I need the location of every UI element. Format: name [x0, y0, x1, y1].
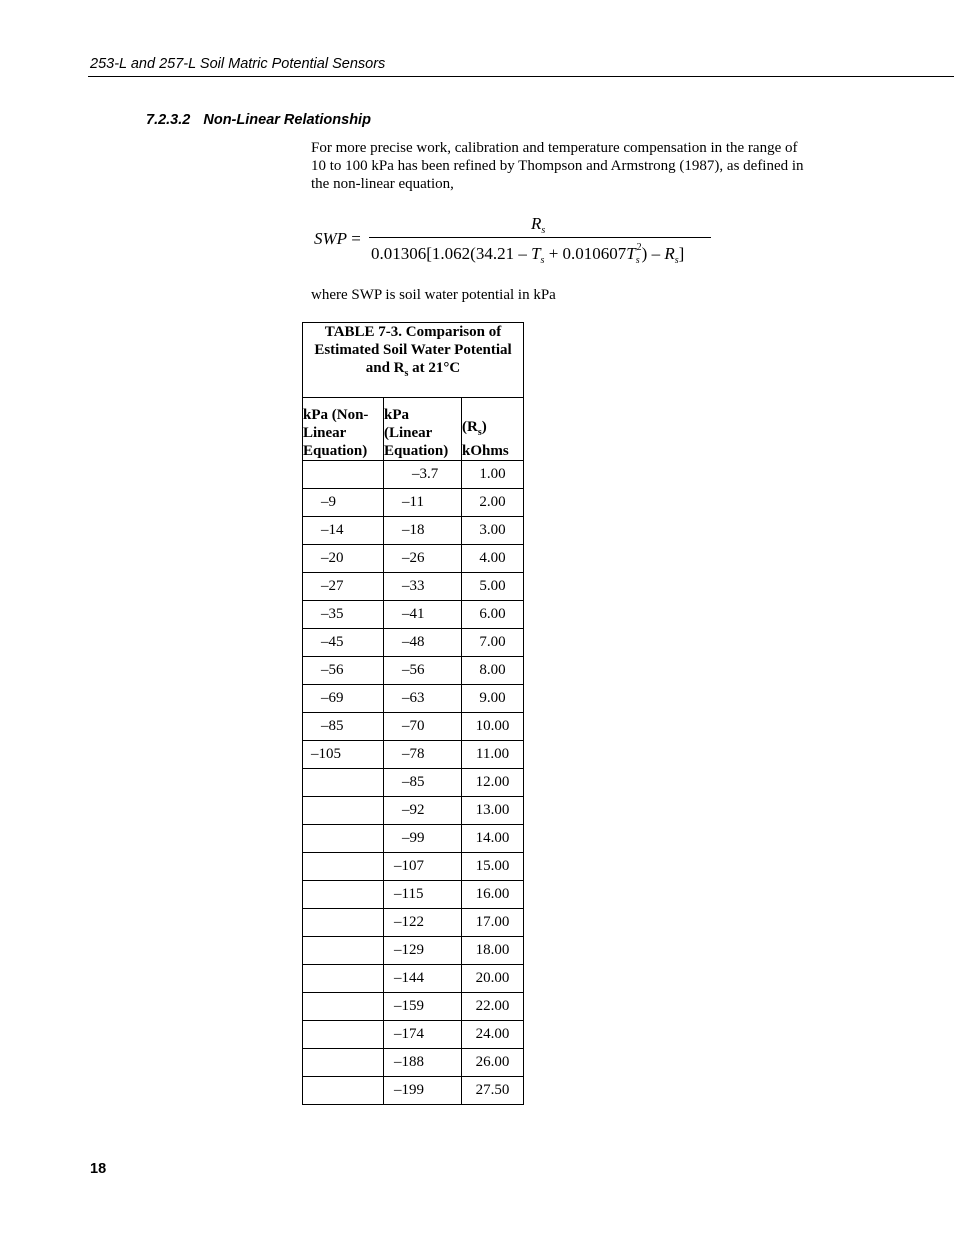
non-linear-equation [311, 212, 721, 272]
table-row [303, 769, 524, 797]
cell-linear-kpa: –48 [384, 629, 462, 657]
table-row [303, 713, 524, 741]
table-row [303, 657, 524, 685]
cell-nonlinear-kpa: –105 [303, 741, 384, 769]
cell-kohms: 7.00 [462, 629, 524, 657]
cell-linear-kpa: –159 [384, 993, 462, 1021]
header-nonlinear-l3: Equation) [303, 443, 368, 459]
cell-kohms: 15.00 [462, 853, 524, 881]
cell-linear-kpa: –99 [384, 825, 462, 853]
numerator-symbol: R [531, 214, 542, 233]
caption-line1: TABLE 7-3. Comparison of [324, 324, 502, 340]
header-nonlinear-l2: Linear [303, 425, 347, 441]
cell-nonlinear-kpa [303, 1049, 384, 1077]
cell-kohms: 2.00 [462, 489, 524, 517]
cell-kohms: 3.00 [462, 517, 524, 545]
cell-linear-kpa: –129 [384, 937, 462, 965]
table-row [303, 741, 524, 769]
cell-kohms: 16.00 [462, 881, 524, 909]
equation-lhs-symbol: SWP [314, 229, 348, 248]
cell-kohms: 6.00 [462, 601, 524, 629]
equation-equals: = [351, 229, 361, 248]
cell-kohms: 22.00 [462, 993, 524, 1021]
header-kohms-l2: kOhms [462, 443, 509, 459]
header-linear [384, 398, 462, 461]
cell-kohms: 11.00 [462, 741, 524, 769]
den-t-subscript: s [540, 255, 545, 266]
den-t2-symbol: T [626, 244, 636, 263]
cell-nonlinear-kpa [303, 769, 384, 797]
cell-linear-kpa: –41 [384, 601, 462, 629]
cell-kohms: 4.00 [462, 545, 524, 573]
cell-linear-kpa: –18 [384, 517, 462, 545]
header-kohms [462, 398, 524, 461]
fraction-bar [369, 237, 711, 238]
cell-nonlinear-kpa [303, 825, 384, 853]
cell-nonlinear-kpa [303, 1077, 384, 1105]
equation-lhs [314, 229, 361, 249]
table-row [303, 993, 524, 1021]
where-text: where SWP is soil water potential in kPa [311, 287, 556, 303]
caption-line3a: and R [365, 360, 405, 376]
cell-nonlinear-kpa [303, 965, 384, 993]
header-rule [88, 76, 954, 77]
section-number: 7.2.3.2 [146, 112, 191, 128]
cell-linear-kpa: –174 [384, 1021, 462, 1049]
table-row [303, 1021, 524, 1049]
cell-linear-kpa: –199 [384, 1077, 462, 1105]
cell-kohms: 1.00 [462, 461, 524, 489]
cell-nonlinear-kpa: –56 [303, 657, 384, 685]
header-nonlinear-l1: kPa (Non- [303, 407, 369, 423]
cell-kohms: 12.00 [462, 769, 524, 797]
cell-kohms: 9.00 [462, 685, 524, 713]
running-header: 253-L and 257-L Soil Matric Potential Sensors [90, 56, 386, 72]
table-row [303, 517, 524, 545]
cell-kohms: 10.00 [462, 713, 524, 741]
cell-kohms: 24.00 [462, 1021, 524, 1049]
caption-subscript: s [404, 368, 409, 379]
comparison-table [302, 322, 524, 1105]
header-linear-l3: Equation) [384, 443, 449, 459]
cell-nonlinear-kpa: –45 [303, 629, 384, 657]
header-linear-l1: kPa [384, 407, 410, 423]
cell-nonlinear-kpa [303, 937, 384, 965]
cell-linear-kpa: –85 [384, 769, 462, 797]
den-part3: ) – [641, 244, 665, 263]
table-row [303, 601, 524, 629]
table-row [303, 1077, 524, 1105]
cell-nonlinear-kpa [303, 993, 384, 1021]
cell-kohms: 8.00 [462, 657, 524, 685]
cell-linear-kpa: –78 [384, 741, 462, 769]
cell-linear-kpa: –115 [384, 881, 462, 909]
cell-linear-kpa: –11 [384, 489, 462, 517]
cell-kohms: 26.00 [462, 1049, 524, 1077]
cell-nonlinear-kpa: –9 [303, 489, 384, 517]
table-row [303, 937, 524, 965]
cell-kohms: 27.50 [462, 1077, 524, 1105]
cell-nonlinear-kpa: –27 [303, 573, 384, 601]
den-r-symbol: R [664, 244, 675, 263]
cell-nonlinear-kpa [303, 909, 384, 937]
header-kohms-sub: s [477, 427, 482, 438]
den-t-symbol: T [531, 244, 541, 263]
cell-nonlinear-kpa [303, 853, 384, 881]
table-row [303, 489, 524, 517]
section-title: Non-Linear Relationship [203, 112, 371, 128]
den-part1: 0.01306[1.062(34.21 – [371, 244, 532, 263]
numerator-subscript: s [541, 225, 546, 236]
header-kohms-l1a: (R [462, 419, 478, 435]
table-row [303, 881, 524, 909]
cell-nonlinear-kpa [303, 797, 384, 825]
cell-linear-kpa: –56 [384, 657, 462, 685]
table-row [303, 629, 524, 657]
cell-nonlinear-kpa [303, 881, 384, 909]
section-heading [146, 112, 371, 128]
table-row [303, 1049, 524, 1077]
cell-linear-kpa: –63 [384, 685, 462, 713]
cell-nonlinear-kpa: –14 [303, 517, 384, 545]
cell-linear-kpa: –107 [384, 853, 462, 881]
table-row [303, 825, 524, 853]
header-kohms-l1b: ) [481, 419, 487, 435]
cell-linear-kpa: –33 [384, 573, 462, 601]
caption-line3b: at 21°C [408, 360, 461, 376]
cell-linear-kpa: –3.7 [384, 461, 462, 489]
equation-denominator [371, 242, 684, 266]
caption-line2: Estimated Soil Water Potential [314, 342, 512, 358]
table-row [303, 909, 524, 937]
table-row [303, 685, 524, 713]
table-row [303, 965, 524, 993]
table-row [303, 545, 524, 573]
cell-linear-kpa: –26 [384, 545, 462, 573]
den-t2-subscript: s [635, 255, 640, 266]
table-row [303, 573, 524, 601]
cell-nonlinear-kpa: –35 [303, 601, 384, 629]
table-body [303, 461, 524, 1105]
cell-kohms: 20.00 [462, 965, 524, 993]
cell-linear-kpa: –92 [384, 797, 462, 825]
table-row [303, 797, 524, 825]
cell-kohms: 18.00 [462, 937, 524, 965]
equation-numerator [531, 214, 545, 236]
intro-paragraph: For more precise work, calibration and temperature compensation in the range of 10 to 100 kPa has been refined by Thompson and Armstrong (1987), as defined in the non-linear equation, [311, 140, 804, 192]
cell-nonlinear-kpa: –85 [303, 713, 384, 741]
den-r-subscript: s [674, 255, 679, 266]
cell-kohms: 14.00 [462, 825, 524, 853]
header-nonlinear [303, 398, 384, 461]
den-end: ] [678, 244, 685, 263]
den-part2: + 0.010607 [544, 244, 627, 263]
cell-nonlinear-kpa: –69 [303, 685, 384, 713]
cell-nonlinear-kpa [303, 1021, 384, 1049]
header-linear-l2: (Linear [384, 425, 433, 441]
cell-nonlinear-kpa [303, 461, 384, 489]
cell-nonlinear-kpa: –20 [303, 545, 384, 573]
cell-linear-kpa: –70 [384, 713, 462, 741]
table-row [303, 853, 524, 881]
cell-kohms: 5.00 [462, 573, 524, 601]
den-exponent: 2 [636, 242, 642, 253]
cell-linear-kpa: –188 [384, 1049, 462, 1077]
table-row [303, 461, 524, 489]
page-number: 18 [90, 1161, 107, 1177]
cell-linear-kpa: –144 [384, 965, 462, 993]
cell-kohms: 13.00 [462, 797, 524, 825]
cell-linear-kpa: –122 [384, 909, 462, 937]
cell-kohms: 17.00 [462, 909, 524, 937]
table-caption [303, 323, 524, 398]
